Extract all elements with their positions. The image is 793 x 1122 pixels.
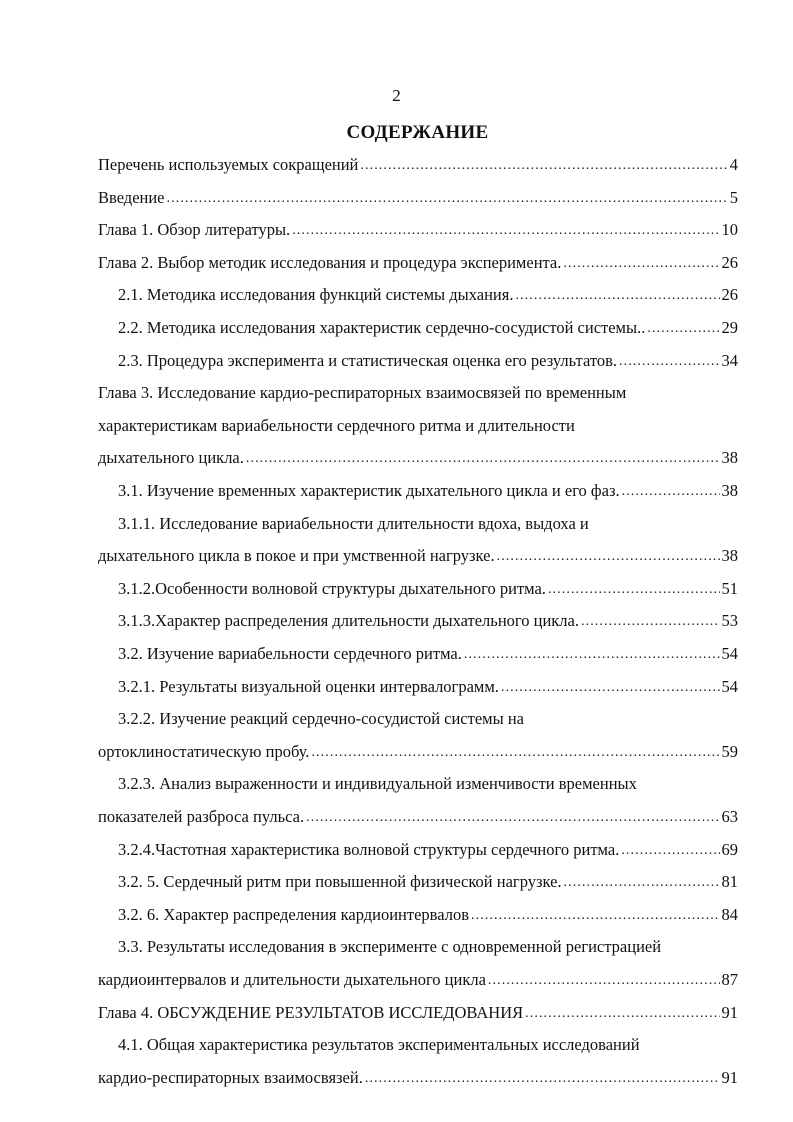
toc-entry[interactable] [0,998,793,1031]
toc-entry-title: дыхательного цикла. [98,448,244,468]
dot-leader [563,247,719,279]
page-number: 2 [392,86,401,105]
dot-leader [621,834,719,866]
dot-leader [548,573,720,605]
toc-entry[interactable] [0,1030,793,1095]
toc-page-number: 53 [721,611,738,631]
toc-entry[interactable] [0,313,793,346]
dot-leader [292,214,719,246]
toc-page-number: 87 [721,969,738,989]
toc-entry-title: 3.2. 5. Сердечный ритм при повышенной физической нагрузке. [118,872,562,892]
toc-page-number: 34 [721,350,738,370]
toc-page-number: 69 [721,839,738,859]
toc-entry[interactable] [0,835,793,868]
toc-entry-title: Перечень используемых сокращений [98,155,359,174]
toc-entry-title: Глава 4. ОБСУЖДЕНИЕ РЕЗУЛЬТАТОВ ИССЛЕДОВАНИЯ [98,1002,524,1022]
toc-entry[interactable] [0,509,793,574]
toc-page-number: 54 [721,644,738,663]
toc-entry-title: Глава 1. Обзор литературы. [98,220,291,240]
toc-page-number: 54 [721,676,738,696]
dot-leader [246,442,720,474]
toc-page-number: 38 [721,546,738,566]
toc-page-number: 10 [721,220,738,240]
dot-leader [360,149,727,181]
toc-entry[interactable] [0,476,793,509]
toc-page-number: 26 [721,285,738,305]
toc-entry-title: 2.2. Методика исследования характеристик сердечно-сосудистой системы.. [118,318,646,337]
toc-entry[interactable] [0,900,793,933]
dot-leader [488,964,720,996]
toc-page-number: 63 [721,806,738,826]
dot-leader [311,736,719,768]
dot-leader [306,801,719,833]
toc-entry[interactable] [0,867,793,900]
toc-entry[interactable] [0,769,793,834]
toc-page-number: 4 [729,155,738,174]
dot-leader [167,182,728,214]
toc-page-number: 81 [721,872,738,892]
toc-entry-title: 3.2.4.Частотная характеристика волновой структуры сердечного ритма. [118,839,620,859]
toc-entry-title: 3.2. Изучение вариабельности сердечного ритма. [118,644,462,663]
dot-leader [501,671,720,703]
toc-entry[interactable] [0,574,793,607]
toc-entry[interactable] [0,280,793,313]
dot-leader [365,1062,720,1094]
toc-entry[interactable] [0,378,793,476]
toc-entry-title: 2.3. Процедура эксперимента и статистическая оценка его результатов. [118,350,617,370]
toc-entry-title: кардио-респираторных взаимосвязей. [98,1067,363,1087]
toc-entry-title: 3.2.1. Результаты визуальной оценки интервалограмм. [118,676,499,696]
toc-entry-title: Введение [98,187,165,207]
dot-leader [464,638,720,670]
toc-entry[interactable] [0,639,793,672]
toc-entry-title: 3.2.2. Изучение реакций сердечно-сосудистой системы на [118,709,524,729]
toc-entry-title: 2.1. Методика исследования функций системы дыхания. [118,285,514,305]
toc-entry-title: 3.1.1. Исследование вариабельности длительности вдоха, выдоха и [118,513,589,533]
toc-entry[interactable] [0,183,793,216]
toc-entry-title: характеристикам вариабельности сердечного ритма и длительности [98,415,575,435]
dot-leader [497,540,720,572]
dot-leader [581,605,720,637]
toc-title: СОДЕРЖАНИЕ [346,122,489,143]
toc-entry[interactable] [0,704,793,769]
dot-leader [564,866,720,898]
toc-entry-title: 3.2.3. Анализ выраженности и индивидуальной изменчивости временных [118,774,637,794]
toc-entry-title: 3.3. Результаты исследования в эксперименте с одновременной регистрацией [118,937,662,957]
toc-entry-title: 3.1.2.Особенности волновой структуры дыхательного ритма. [118,578,546,598]
toc-entry[interactable] [0,932,793,997]
toc-entry-title: 4.1. Общая характеристика результатов экспериментальных исследований [118,1035,640,1055]
toc-page-number: 26 [721,252,738,272]
toc-entry[interactable] [0,215,793,248]
toc-page-number: 84 [721,904,738,924]
toc-entry-title: дыхательного цикла в покое и при умственной нагрузке. [98,546,495,566]
dot-leader [647,312,719,344]
toc-page-number: 5 [729,187,738,207]
toc-entry[interactable] [0,150,793,183]
toc-entry-title: 3.1. Изучение временных характеристик дыхательного цикла и его фаз. [118,481,620,500]
toc-page-number: 29 [721,318,738,337]
toc-page-number: 59 [721,741,738,761]
toc-page-number: 51 [721,578,738,598]
toc-entry-title: Глава 3. Исследование кардио-респираторных взаимосвязей по временным [98,383,627,403]
toc-entry-title: Глава 2. Выбор методик исследования и процедура эксперимента. [98,252,562,272]
toc-entry[interactable] [0,346,793,379]
toc-entry-title: ортоклиностатическую пробу. [98,741,310,761]
toc-entry-title: 3.2. 6. Характер распределения кардиоинтервалов [118,904,469,924]
toc-entry-title: кардиоинтервалов и длительности дыхательного цикла [98,969,486,989]
toc-entry[interactable] [0,606,793,639]
dot-leader [515,279,719,311]
toc-entry-title: показателей разброса пульса. [98,806,305,826]
toc-page-number: 38 [721,481,738,500]
toc-entry-title: 3.1.3.Характер распределения длительности дыхательного цикла. [118,611,579,631]
dot-leader [525,997,719,1029]
dot-leader [622,475,720,507]
dot-leader [471,899,720,931]
toc-page-number: 91 [721,1002,738,1022]
toc-entry[interactable] [0,672,793,705]
toc-entry[interactable] [0,248,793,281]
toc-page-number: 91 [721,1067,738,1087]
toc-page-number: 38 [721,448,738,468]
dot-leader [619,345,720,377]
